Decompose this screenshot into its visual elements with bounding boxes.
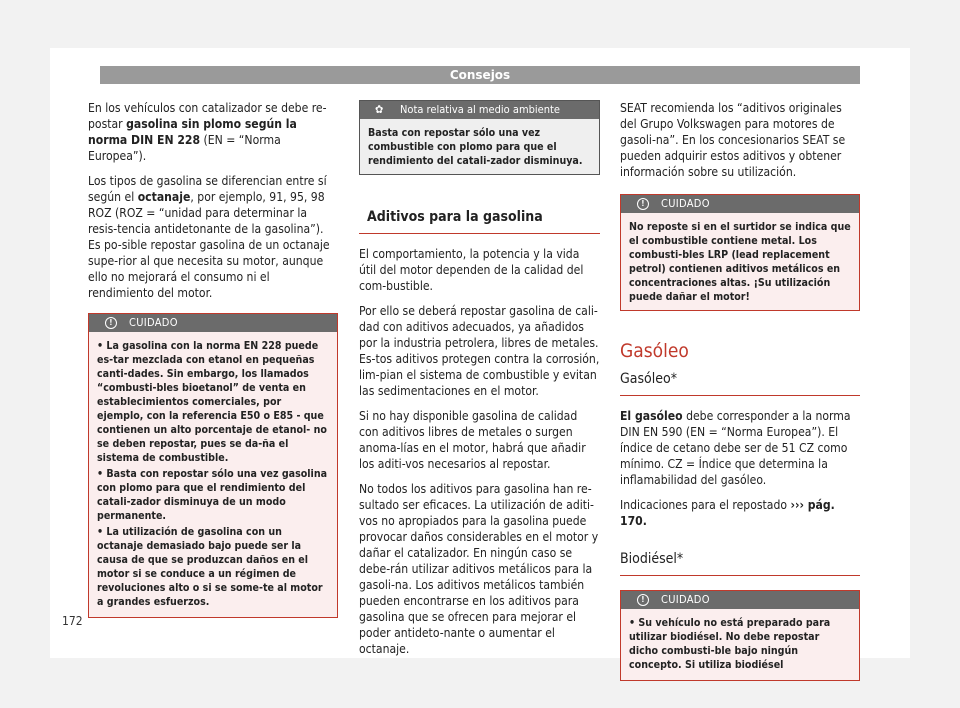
environment-note-title: Nota relativa al medio ambiente — [400, 103, 560, 116]
paragraph: El gasóleo debe corresponder a la norma DIN EN 590 (EN = “Norma Europea”). El índice de cetano debe ser de 51 CZ como mínimo. CZ = Índice que determina la inflamabilidad del gasóleo. — [620, 409, 851, 487]
environment-note-body: Basta con repostar sólo una vez combustible con plomo para que el rendimiento del catali-zador disminuya. — [368, 127, 583, 167]
warning-body: No reposte si en el surtidor se indica que el combustible contiene metal. Los combusti-bles LRP (lead replacement petrol) contienen aditivos metálicos en concentraciones altas. ¡Su utilización puede dañar el motor! — [629, 221, 851, 303]
paragraph: Por ello se deberá repostar gasolina de cali-dad con aditivos adecuados, ya añadidos por la industria petrolera, libres de metales. Es-tos aditivos protegen contra la corrosión, lim-pian el sistema de combustible y evitan las sedimentaciones en el motor. — [359, 304, 600, 398]
column-3 — [620, 100, 860, 693]
paragraph: Los tipos de gasolina se diferencian entre sí según el octanaje, por ejemplo, 91, 95, 98 ROZ (ROZ = “unidad para determinar la resis-tencia antidetonante de la gasolina”). Es po-sible repostar gasolina de un octanaje supe-rior al que necesita su motor, aunque ello no mejorará el consumo ni el rendimiento del motor. — [88, 174, 330, 300]
warning-title: CUIDADO — [129, 316, 178, 329]
warning-title: CUIDADO — [661, 593, 710, 606]
paragraph: No todos los aditivos para gasolina han re-sultado ser eficaces. La utilización de aditi-vos no apropiados para la gasolina puede provocar daños considerables en el motor y dañar el catalizador. En ningún caso se debe-rán utilizar aditivos metálicos para la gasoli-na. Los aditivos metálicos también pueden encontrarse en los aditivos para gasolina que se ofrecen para mejorar el poder antideto-nante o aumentar el octanaje. — [359, 482, 599, 656]
warning-icon: ! — [637, 594, 649, 606]
warning-title: CUIDADO — [661, 197, 710, 210]
warning-box — [620, 590, 860, 681]
warning-item: • Basta con repostar sólo una vez gasolina con plomo para que el rendimiento del catali-zador disminuya de un modo permanente. — [97, 468, 328, 522]
subchapter-title: Gasóleo* — [620, 371, 860, 396]
warning-icon: ! — [637, 198, 649, 210]
warning-item: • La gasolina con la norma EN 228 puede es-tar mezclada con etanol en pequeñas canti-dades. Sin embargo, los llamados “combusti-bles bioetanol” de venta en establecimientos comerciales, por ejemplo, con la referencia E50 o E85 - que contienen un alto porcentaje de etanol- no se deben repostar, pues se da-ña el sistema de combustible. — [97, 340, 327, 464]
warning-box — [88, 313, 338, 618]
warning-item: • La utilización de gasolina con un octanaje demasiado bajo puede ser la causa de que se produzcan daños en el motor si se conduce a un régimen de revoluciones alto o si se some-te al motor a grandes esfuerzos. — [97, 526, 323, 608]
page-reference-link[interactable]: ››› pág. 170. — [620, 498, 835, 528]
environment-note-box — [359, 100, 600, 175]
column-2 — [359, 100, 600, 666]
warning-icon: ! — [105, 317, 117, 329]
chapter-title: Gasóleo — [620, 340, 689, 362]
paragraph: El comportamiento, la potencia y la vida útil del motor dependen de la calidad del com-bustible. — [359, 247, 584, 293]
paragraph: En los vehículos con catalizador se debe re-postar gasolina sin plomo según la norma DIN EN 228 (EN = “Norma Europea”). — [88, 101, 327, 163]
section-header: Consejos — [100, 66, 860, 84]
page-number: 172 — [62, 614, 83, 628]
paragraph: SEAT recomienda los “aditivos originales del Grupo Volkswagen para motores de gasoli-na”. En los concesionarios SEAT se pueden adquirir estos aditivos y obtener información sobre su utilización. — [620, 101, 846, 179]
section-title: Aditivos para la gasolina — [359, 209, 600, 234]
leaf-icon: ✿ — [375, 103, 384, 116]
paragraph: Indicaciones para el repostado ››› pág. 170. — [620, 498, 835, 528]
warning-box — [620, 194, 860, 311]
column-1 — [88, 100, 338, 630]
warning-item: • Su vehículo no está preparado para utilizar biodiésel. No debe repostar dicho combusti-ble bajo ningún concepto. Si utiliza biodiésel — [629, 617, 831, 671]
section-title: Biodiésel* — [620, 551, 860, 576]
paragraph: Si no hay disponible gasolina de calidad con aditivos libres de metales o surgen anoma-lías en el motor, habrá que añadir los aditi-vos necesarios al repostar. — [359, 409, 586, 471]
